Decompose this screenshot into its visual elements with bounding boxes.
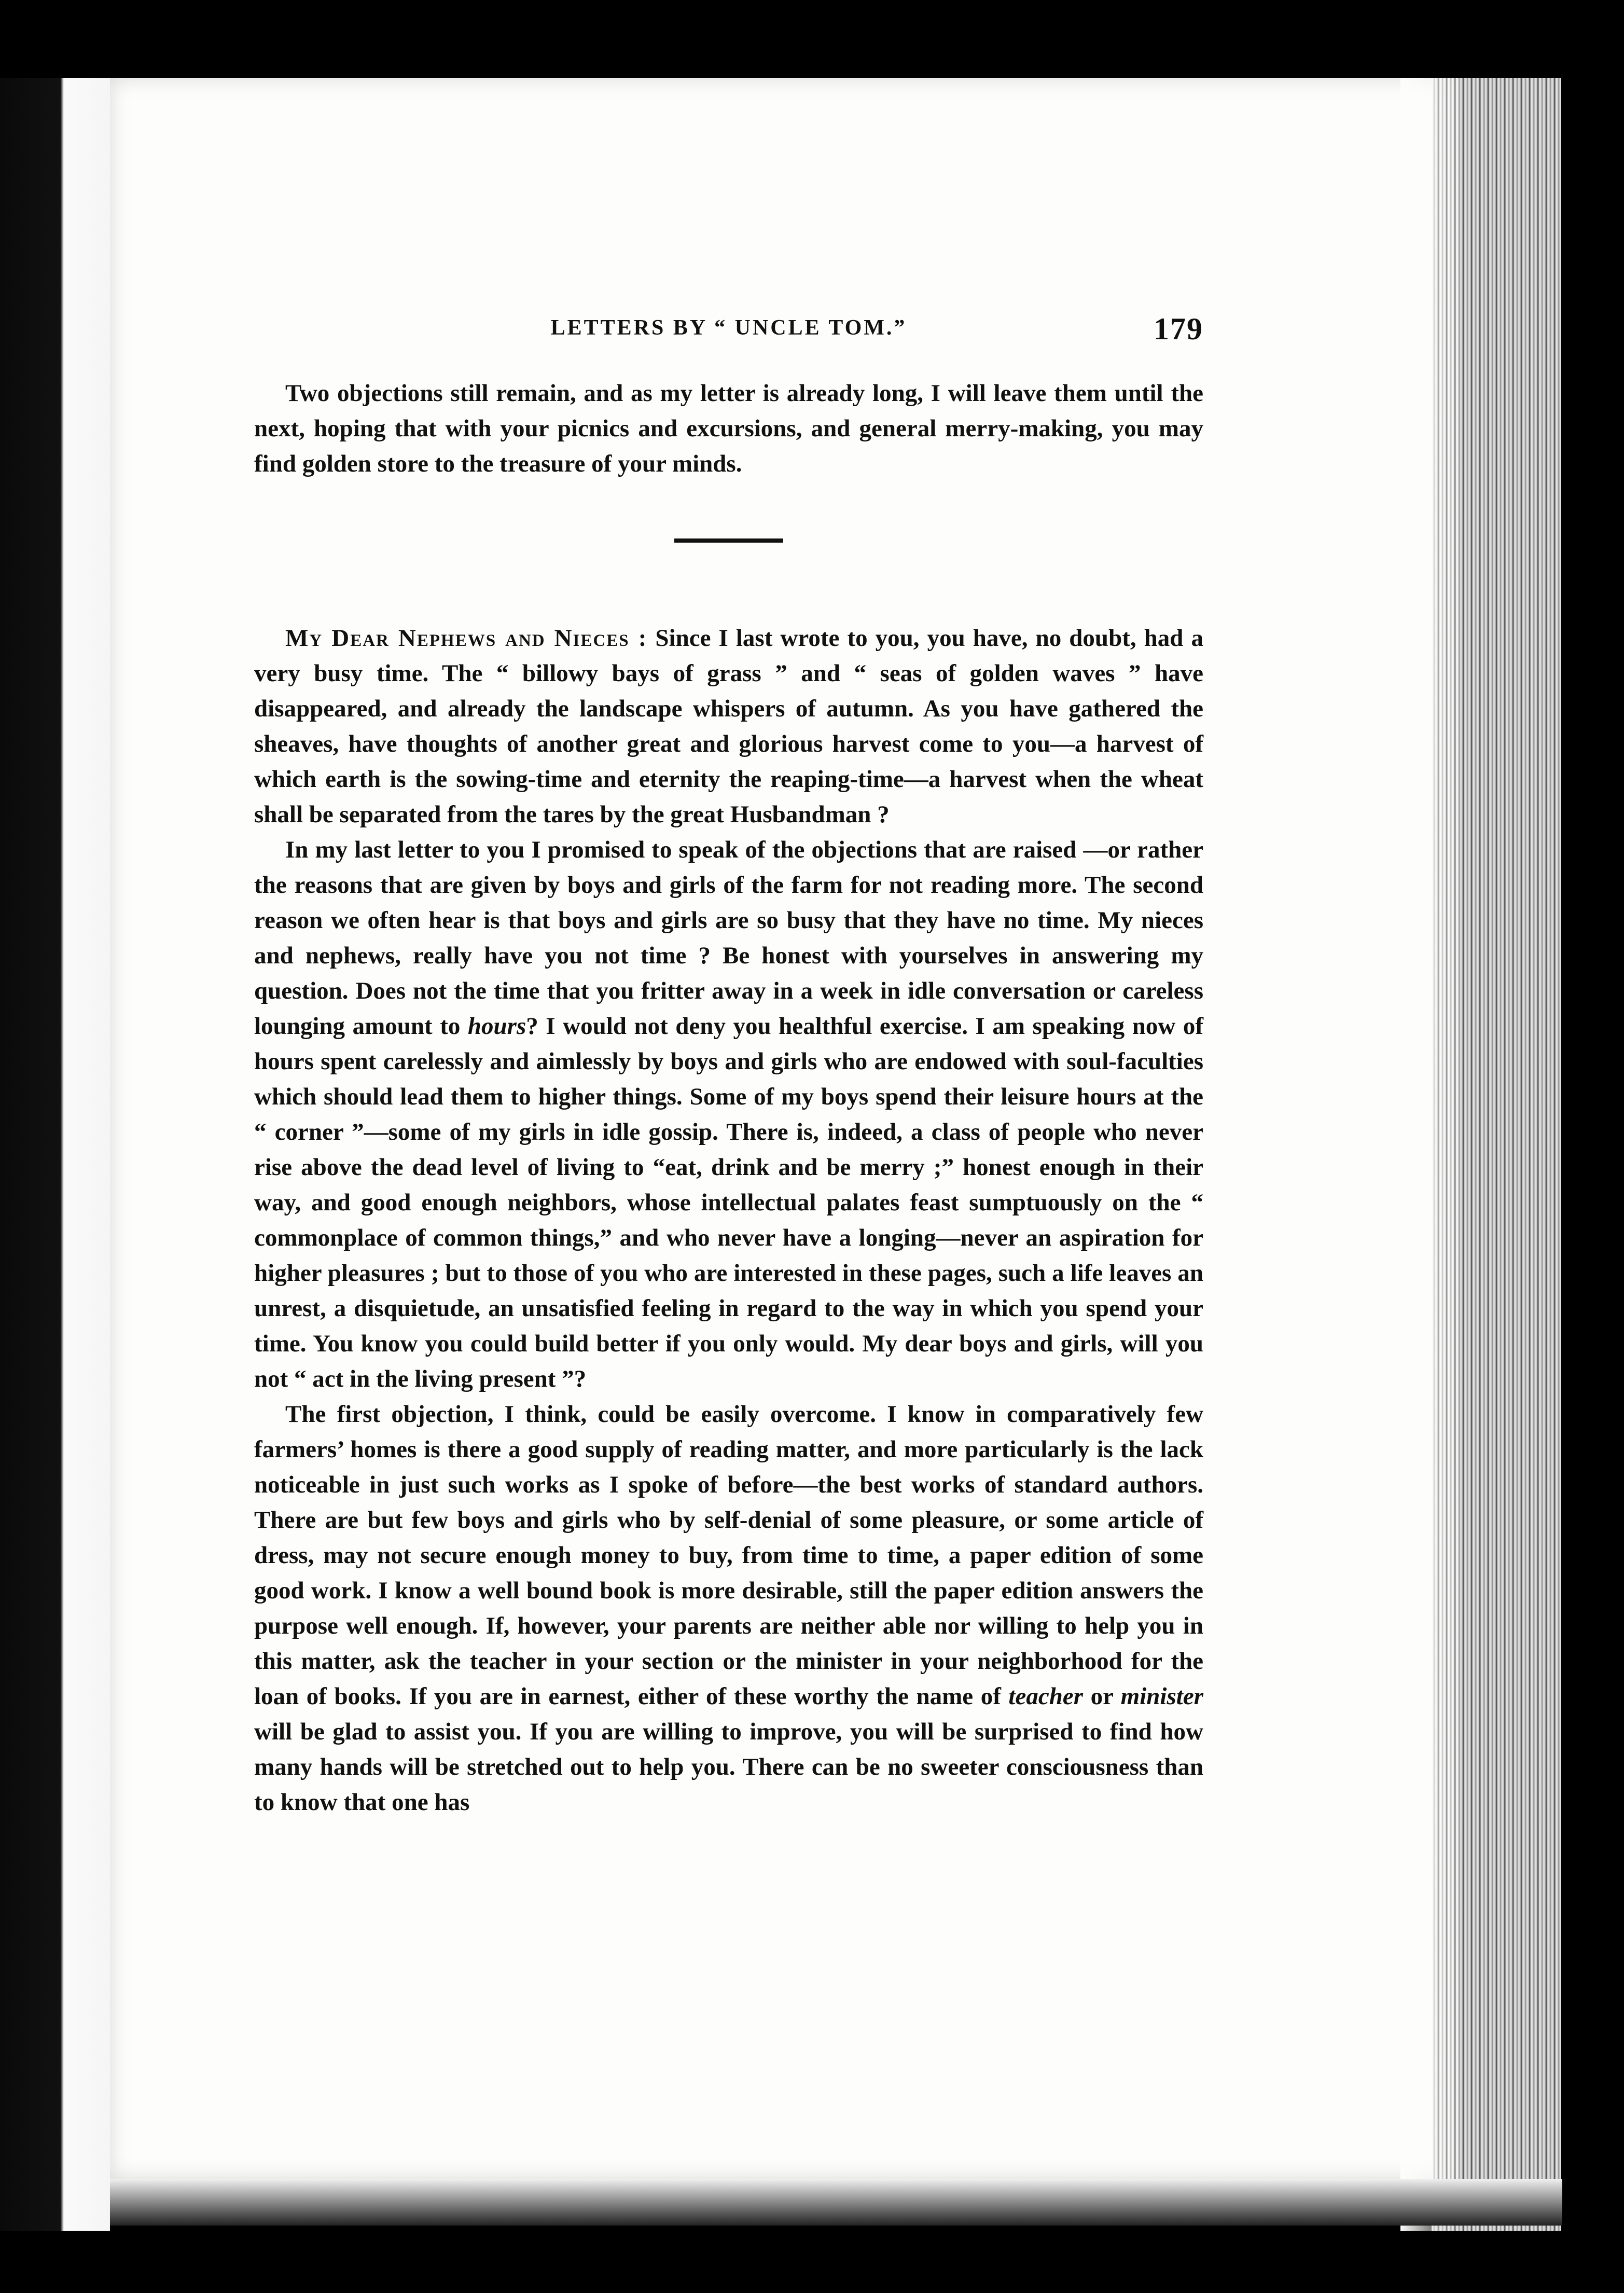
letter-salutation: My Dear Nephews and Nieces : <box>285 625 648 652</box>
emphasis-minister: minister <box>1120 1683 1203 1710</box>
page-bottom-edge <box>110 2179 1562 2226</box>
section-divider <box>674 538 783 543</box>
intro-paragraph: Two objections still remain, and as my letter is already long, I will leave them until the next, hoping that with your picnics and excursions, and general merry-making, you may find golden store to the treasure of your minds. <box>254 380 1203 477</box>
page-number: 179 <box>1154 312 1203 346</box>
letter-paragraph-3-text-b: will be glad to assist you. If you are willing to improve, you will be surprised to find how many hands will be stretched out to help you. There can be no sweeter consciousness than to know that one has <box>254 1718 1203 1816</box>
letter-paragraph-3 <box>254 1397 1203 1820</box>
running-head <box>254 311 1203 348</box>
emphasis-teacher: teacher <box>1008 1683 1083 1710</box>
page-body <box>254 376 1203 1820</box>
book-binding <box>0 78 110 2231</box>
letter-paragraph-3-or: or <box>1083 1683 1121 1710</box>
letter-paragraph-1 <box>254 620 1203 832</box>
letter-paragraph-2 <box>254 832 1203 1397</box>
letter-paragraph-2-text-a: In my last letter to you I promised to speak of the objections that are raised —or rather the reasons that are given by boys and girls of the farm for not reading more. The second reason we often hear is that boys and girls are so busy that they have no time. My nieces and nephews, really have you not time ? Be honest with yourselves in answering my question. Does not the time that you fritter away in a week in idle conversation or careless lounging amount to <box>254 836 1203 1040</box>
letter-paragraph-2-text-b: ? I would not deny you healthful exercise. I am speaking now of hours spent carelessly and aimlessly by boys and girls who are endowed with soul-faculties which should lead them to higher things. Some of my boys spend their leisure hours at the “ corner ”—some of my girls in idle gossip. There is, indeed, a class of people who never rise above the dead level of living to “eat, drink and be merry ;” honest enough in their way, and good enough neighbors, whose intellectual palates feast sumptuously on the “ commonplace of common things,” and who never have a longing—never an aspiration for higher pleasures ; but to those of you who are interested in these pages, such a life leaves an unrest, a disquietude, an unsatisfied feeling in regard to the way in which you spend your time. You know you could build better if you only would. My dear boys and girls, will you not “ act in the living present ”? <box>254 1013 1203 1392</box>
running-title: LETTERS BY “ UNCLE TOM.” <box>550 316 907 340</box>
page-edge-shadow <box>1400 78 1463 2231</box>
letter-paragraph-1-text: Since I last wrote to you, you have, no doubt, had a very busy time. The “ billowy bays of grass ” and “ seas of golden waves ” have disappeared, and already the landscape whispers of autumn. As you have gathered the sheaves, have thoughts of another great and glorious harvest come to you—a harvest of which earth is the sowing-time and eternity the reaping-time—a harvest when the wheat shall be separated from the tares by the great Husbandman ? <box>254 625 1203 828</box>
emphasis-hours: hours <box>467 1013 526 1040</box>
letter-paragraph-3-text-a: The first objection, I think, could be easily overcome. I know in comparatively few farmers’ homes is there a good supply of reading matter, and more particularly is the lack noticeable in just such works as I spoke of before—the best works of standard authors. There are but few boys and girls who by self-denial of some pleasure, or some article of dress, may not secure enough money to buy, from time to time, a paper edition of some good work. I know a well bound book is more desirable, still the paper edition answers the purpose well enough. If, however, your parents are neither able nor willing to help you in this matter, ask the teacher in your section or the minister in your neighborhood for the loan of books. If you are in earnest, either of these worthy the name of <box>254 1401 1203 1710</box>
